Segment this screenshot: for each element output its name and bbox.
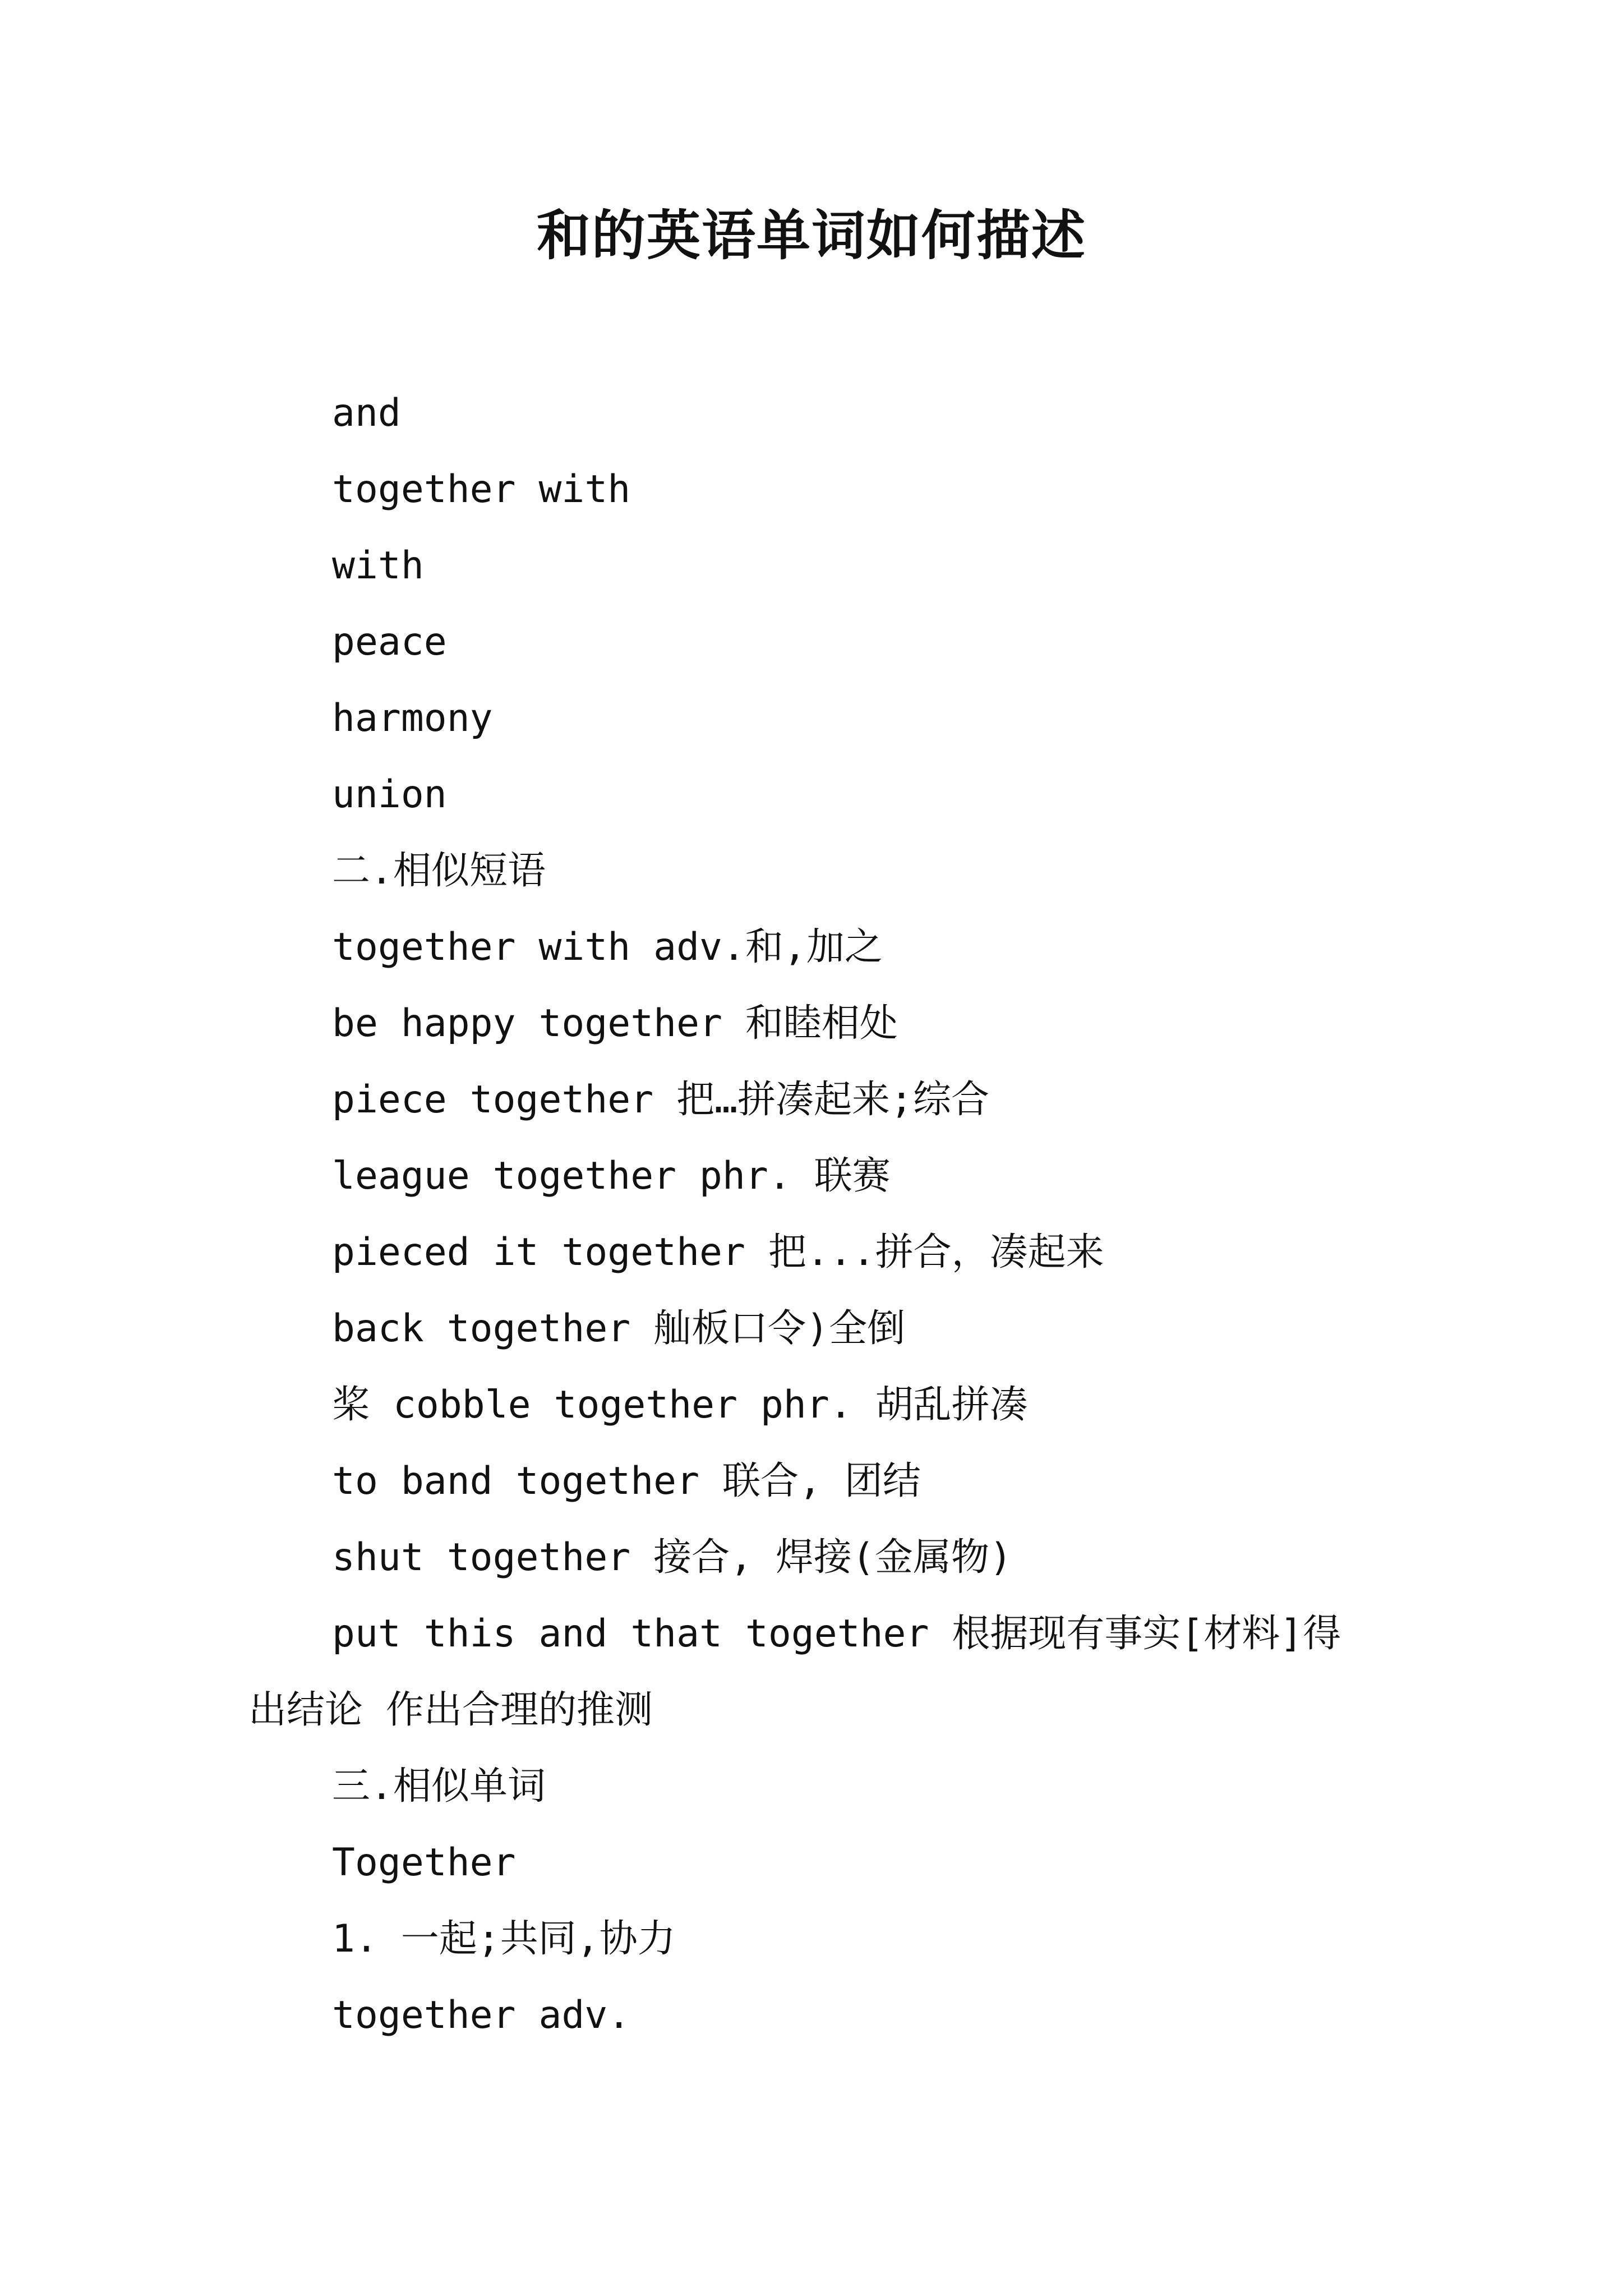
- text-line-together-with: together with: [332, 467, 631, 512]
- text-line-union: union: [332, 772, 447, 817]
- word-together-adv: together adv.: [332, 1993, 631, 2037]
- text-line-with: with: [332, 544, 424, 588]
- phrase-back-together: back together 舢板口令)全倒: [332, 1306, 906, 1351]
- word-together: Together: [332, 1841, 516, 1885]
- phrase-shut-together: shut together 接合, 焊接(金属物): [332, 1535, 1012, 1580]
- section-heading-similar-words: 三.相似单词: [332, 1764, 546, 1809]
- phrase-league-together: league together phr. 联赛: [332, 1154, 891, 1198]
- phrase-pieced-it-together: pieced it together 把...拼合，凑起来: [332, 1230, 1104, 1274]
- phrase-put-this-and-that-together: put this and that together 根据现有事实[材料]得: [332, 1612, 1341, 1656]
- section-heading-similar-phrases: 二.相似短语: [332, 849, 546, 893]
- text-line-harmony: harmony: [332, 696, 493, 740]
- document-title: 和的英语单词如何描述: [537, 204, 1086, 267]
- phrase-piece-together: piece together 把…拼凑起来;综合: [332, 1078, 989, 1122]
- phrase-band-together: to band together 联合, 团结: [332, 1459, 921, 1503]
- definition-item-1: 1. 一起;共同,协力: [332, 1917, 676, 1961]
- text-line-peace: peace: [332, 620, 447, 664]
- phrase-put-this-and-that-together-continued: 出结论 作出合理的推测: [248, 1688, 653, 1732]
- phrase-be-happy-together: be happy together 和睦相处: [332, 1001, 898, 1046]
- phrase-together-with: together with adv.和,加之: [332, 925, 883, 969]
- phrase-cobble-together: 桨 cobble together phr. 胡乱拼凑: [332, 1383, 1028, 1427]
- text-line-and: and: [332, 391, 401, 435]
